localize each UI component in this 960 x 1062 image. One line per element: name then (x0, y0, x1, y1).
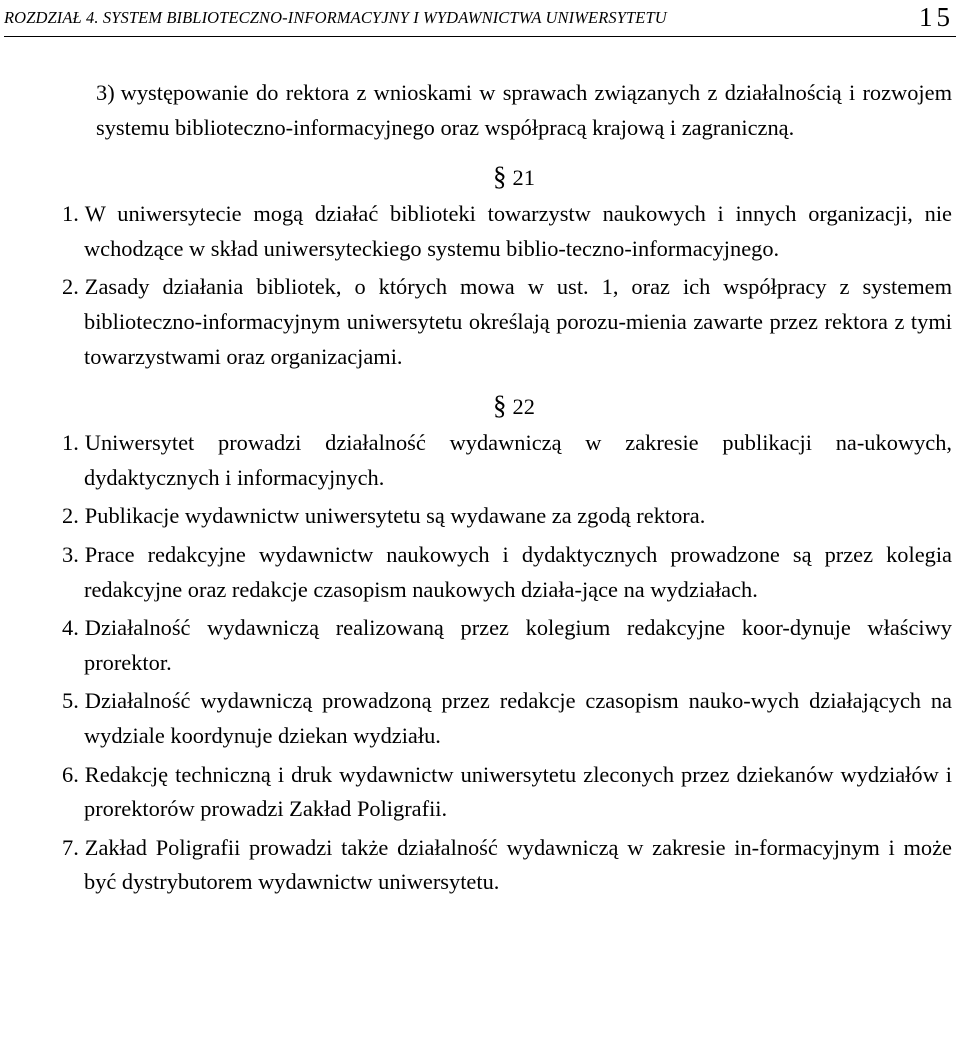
running-header (4, 2, 956, 37)
paragraph-number: 22 (512, 394, 535, 420)
list-item (62, 197, 952, 266)
item-number: 7. (62, 834, 79, 860)
item-number: 1. (62, 430, 79, 456)
item-number: 4. (62, 615, 79, 641)
paragraph-heading-22 (84, 388, 952, 424)
running-title: ROZDZIAŁ 4. SYSTEM BIBLIOTECZNO-INFORMACYJNY I WYDAWNICTWA UNIWERSYTETU (4, 8, 667, 27)
item-text: Działalność wydawniczą realizowaną przez kolegium redakcyjne koor-dynuje właściwy prorektor. (84, 615, 952, 675)
item-text: W uniwersytecie mogą działać biblioteki towarzystw naukowych i innych organizacji, nie wchodzące w skład uniwersyteckiego systemu biblio-teczno-informacyjnego. (84, 201, 952, 261)
item-text: Zasady działania bibliotek, o których mowa w ust. 1, oraz ich współpracy z systemem biblioteczno-informacyjnym uniwersytetu określają porozu-mienia zawarte przez rektora z tymi towarzystwami oraz organizacjami. (84, 274, 952, 369)
item-text: Publikacje wydawnictw uniwersytetu są wydawane za zgodą rektora. (84, 503, 706, 529)
list-item (62, 831, 952, 900)
section-sign: § (493, 161, 507, 192)
list-item (62, 611, 952, 680)
item-number: 2. (62, 274, 79, 300)
item-number: 5. (62, 688, 79, 714)
section-sign: § (493, 390, 507, 421)
item-text: Działalność wydawniczą prowadzoną przez redakcje czasopism nauko-wych działających na wydziale koordynuje dziekan wydziału. (84, 688, 952, 748)
item-text: Redakcję techniczną i druk wydawnictw uniwersytetu zleconych przez dziekanów wydziałów i prorektorów prowadzi Zakład Poligrafii. (84, 761, 952, 822)
paragraph-22-items (62, 426, 952, 900)
item-text: Prace redakcyjne wydawnictw naukowych i dydaktycznych prowadzone są przez kolegia redakcyjne oraz redakcje czasopism naukowych działa-jące na wydziałach. (84, 541, 952, 602)
item-number: 1. (62, 201, 79, 227)
list-item (62, 538, 952, 607)
item-text: występowanie do rektora z wnioskami w sprawach związanych z działalnością i rozwojem systemu biblioteczno-informacyjnego oraz współpracą krajową i zagraniczną. (96, 80, 952, 140)
paragraph-number: 21 (512, 165, 535, 191)
item-number: 3) (96, 80, 115, 105)
list-item (62, 499, 952, 534)
list-item-3 (96, 76, 952, 145)
item-number: 2. (62, 503, 79, 529)
paragraph-heading-21 (84, 159, 952, 195)
page-number: 15 (919, 2, 954, 32)
list-item (62, 684, 952, 753)
item-number: 3. (62, 541, 79, 567)
paragraph-21-items (62, 197, 952, 374)
item-text: Uniwersytet prowadzi działalność wydawniczą w zakresie publikacji na-ukowych, dydaktycznych i informacyjnych. (84, 430, 952, 490)
item-text: Zakład Poligrafii prowadzi także działalność wydawniczą w zakresie in-formacyjnym i może być dystrybutorem wydawnictw uniwersytetu. (84, 834, 952, 895)
body-text (62, 76, 952, 904)
list-item (62, 426, 952, 495)
list-item (62, 270, 952, 374)
list-item (62, 758, 952, 827)
item-number: 6. (62, 761, 79, 787)
